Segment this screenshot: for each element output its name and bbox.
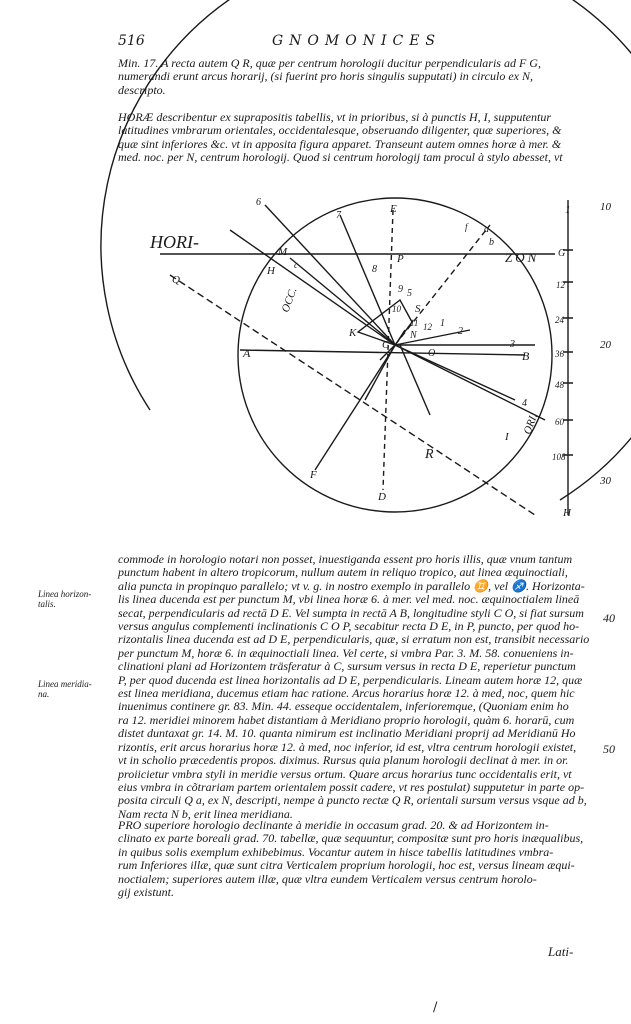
label-e: E [390, 203, 397, 215]
scale-label-36: 36 [555, 349, 564, 359]
label-q: Q [172, 274, 180, 286]
label-f-small: f [465, 222, 468, 232]
scale-side-20: 20 [600, 339, 611, 351]
text-line: ra 12. meridiei minorem habet distantiam à Meridiano proprio horologii, quàm 6. horarū, cum [118, 712, 575, 727]
text-line: Nam recta N b, erit linea meridiana. [118, 806, 293, 821]
hour-label-6: 6 [256, 197, 261, 208]
text-line: clinato ex parte boreali grad. 70. tabellæ, quæ sequuntur, compositæ sunt pro horis inæqualibus, [118, 831, 584, 846]
text-line: numerandi erunt arcus horarij, (si fuerint pro horis singulis supputati) in circulo ex N, [118, 69, 533, 84]
text-line: eius vmbra in cõtrariam partem orientalem possit cadere, vt res postulat) supputetur in parte op- [118, 779, 585, 794]
ori-label: ORI. [521, 412, 541, 437]
text-line: est linea meridiana, ducemus etiam hac ratione. Arcus horarius horæ 12. à med, noc, quem hic [118, 686, 575, 701]
label-d: D [378, 491, 386, 503]
horizon-label-right: ZON [505, 250, 540, 265]
text-line: descripto. [118, 82, 166, 97]
catchword: Lati- [548, 944, 574, 959]
text-line: punctum habent in altero tropicorum, nullum autem in reliquo tropico, aut linea æquinoctiali, [118, 565, 568, 580]
scale-label-12: 12 [556, 280, 565, 290]
hour-label-5: 5 [407, 288, 412, 299]
text-line: proiicietur vmbra styli in meridie versus ortum. Quare arcus horarius tunc occidentalis erit, vt [118, 766, 572, 781]
signature-mark: / [433, 1000, 438, 1015]
margin-number-50: 50 [603, 742, 615, 756]
occ-label: OCC. [279, 286, 300, 315]
hour-label-1: 1 [440, 318, 445, 329]
text-line: clinationi plani ad Horizontem träsferatur à C, sursum versus in recta D E, reperietur punctum [118, 659, 576, 674]
figure-labels [149, 197, 612, 519]
label-o: O [428, 348, 436, 359]
scale-label-h: H [563, 507, 571, 519]
label-m: M [278, 246, 288, 258]
hour-label-10: 10 [392, 304, 401, 314]
text-line: vt in scholio præcedentis propos. diximus. Rursus quia planum horologii declinat à mer. in or. [118, 753, 569, 768]
paragraph-3 [118, 553, 592, 821]
text-line: inuenimus continere gr. 83. Min. 44. esseque occidentalem, inferioremque, (Quoniam enim ho [118, 699, 569, 714]
margin-number-40: 40 [603, 611, 615, 625]
text-line: quæ sint inferiores &c. vt in apposita figura apparet. Transeunt autem omnes horæ à mer. & [118, 136, 562, 151]
label-f: F [310, 469, 317, 481]
text-line: P, per quod ducenda est linea horizontalis ad D E, perpendicularis. Lineam autem horæ 12, quæ [118, 672, 583, 687]
hour-label-3: 3 [510, 339, 515, 350]
margin-note-horizontal: Linea horizon-talis. [38, 589, 92, 609]
text-line: gij existunt. [118, 885, 174, 900]
label-b-small: b [489, 237, 494, 248]
page-number: 516 [118, 33, 145, 49]
line-qr [170, 275, 535, 515]
label-g: G [558, 248, 566, 259]
label-n: N [410, 330, 417, 341]
text-line: rum Inferiores illæ, quæ sunt citra Verticalem proprium horologii, hoc est, versus lineam æqui- [118, 858, 575, 873]
label-c: C [382, 339, 390, 351]
scale-label-48: 48 [555, 380, 564, 390]
text-line: latitudines vmbrarum orientales, occidentalesque, obseruando diligenter, quæ superiores, & [118, 123, 562, 138]
scale-label-60: 60 [555, 417, 564, 427]
hour-label-2: 2 [458, 326, 463, 337]
running-head: GNOMONICES [272, 33, 442, 49]
text-line: rizontalis linea ducenda est ad D E, perpendicularis, quæ, si erratum non est, transibit necessario [118, 632, 590, 647]
label-b: B [522, 349, 530, 363]
label-p: P [397, 253, 404, 265]
label-r: R [425, 447, 434, 462]
hour-label-9: 9 [398, 284, 403, 295]
text-line: lis linea ducenda est per punctum M, vbi linea horæ 6. à mer. vel med. noc. æquinoctialem lineā [118, 592, 580, 607]
text-line: Min. 17. A recta autem Q R, quæ per centrum horologii ducitur perpendicularis ad F G, [118, 56, 541, 70]
text-line: distet duntaxat gr. 14. M. 10. quanta nimirum est inclinatio Meridiani proprij ad Meridianū Ho [118, 726, 576, 741]
scale-label-108: 108 [552, 452, 566, 462]
label-a-small: a [484, 224, 489, 235]
label-a: A [243, 346, 251, 360]
text-line: versus angulus complementi inclinationis C O P, secabitur recta D E, in P, puncto, per quod ho- [118, 619, 580, 634]
horizon-label-left: HORI- [150, 232, 199, 252]
scale-side-10: 10 [600, 201, 611, 213]
text-line: secat, perpendicularis ad rectā D E. Vel sumpta in rectā A B, longitudine styli C O, si fiat sursum [118, 605, 584, 620]
hour-label-11: 11 [410, 318, 419, 328]
paragraph-4 [118, 819, 594, 899]
margin-note-meridian: Linea meridia-na. [38, 679, 92, 699]
label-k: K [349, 327, 357, 339]
hour-label-8: 8 [372, 264, 377, 275]
hour-label-4: 4 [522, 398, 527, 409]
text-line: PRO superiore horologio declinante à meridie in occasum grad. 20. & ad Horizontem in- [118, 818, 549, 832]
label-i: I [505, 431, 509, 443]
scale-label-1: 1 [565, 204, 571, 216]
scale-label-24: 24 [555, 315, 564, 325]
hour-label-7: 7 [336, 210, 341, 221]
text-line: rizontis, erit arcus horarius horæ 12. à med, noc inferior, id est, vltra centrum horologii existet, [118, 739, 577, 754]
text-line: HORÆ describentur ex suprapositis tabellis, vt in prioribus, si à punctis H, I, supputentur [118, 110, 551, 124]
text-line: per punctum M, horæ 6. in æquinoctiali linea. Vel certe, si vmbra Par. 3. M. 58. conueniens in- [118, 645, 574, 660]
text-line: noctialem; superiores autem illæ, quæ vltra eundem Verticalem versus centrum horolo- [118, 871, 537, 886]
text-line: commode in horologio notari non posset, inuestiganda essent pro horis illis, quæ vnum tantum [118, 552, 573, 566]
text-line: in quibus solis exemplum exhibebimus. Vocantur autem in hisce tabellis latitudines vmbra- [118, 844, 554, 859]
label-s: S [415, 303, 421, 315]
label-c-small: c [294, 260, 298, 270]
label-h: H [267, 265, 275, 277]
text-line: med. noc. per N, centrum horologij. Quod si centrum horologij tam procul à stylo abesset, vt [118, 150, 563, 165]
hour-label-12: 12 [423, 322, 432, 332]
text-line: posita circuli Q a, ex N, descripti, nempe à puncto rectæ Q R, orientali sursum versus vsque ad b, [118, 793, 587, 808]
text-line: alia puncta in propinquo parallelo; vt v. g. in nostro exemplo in parallelo ♊, vel ♐. Horizonta- [118, 578, 585, 593]
scale-side-30: 30 [600, 475, 611, 487]
